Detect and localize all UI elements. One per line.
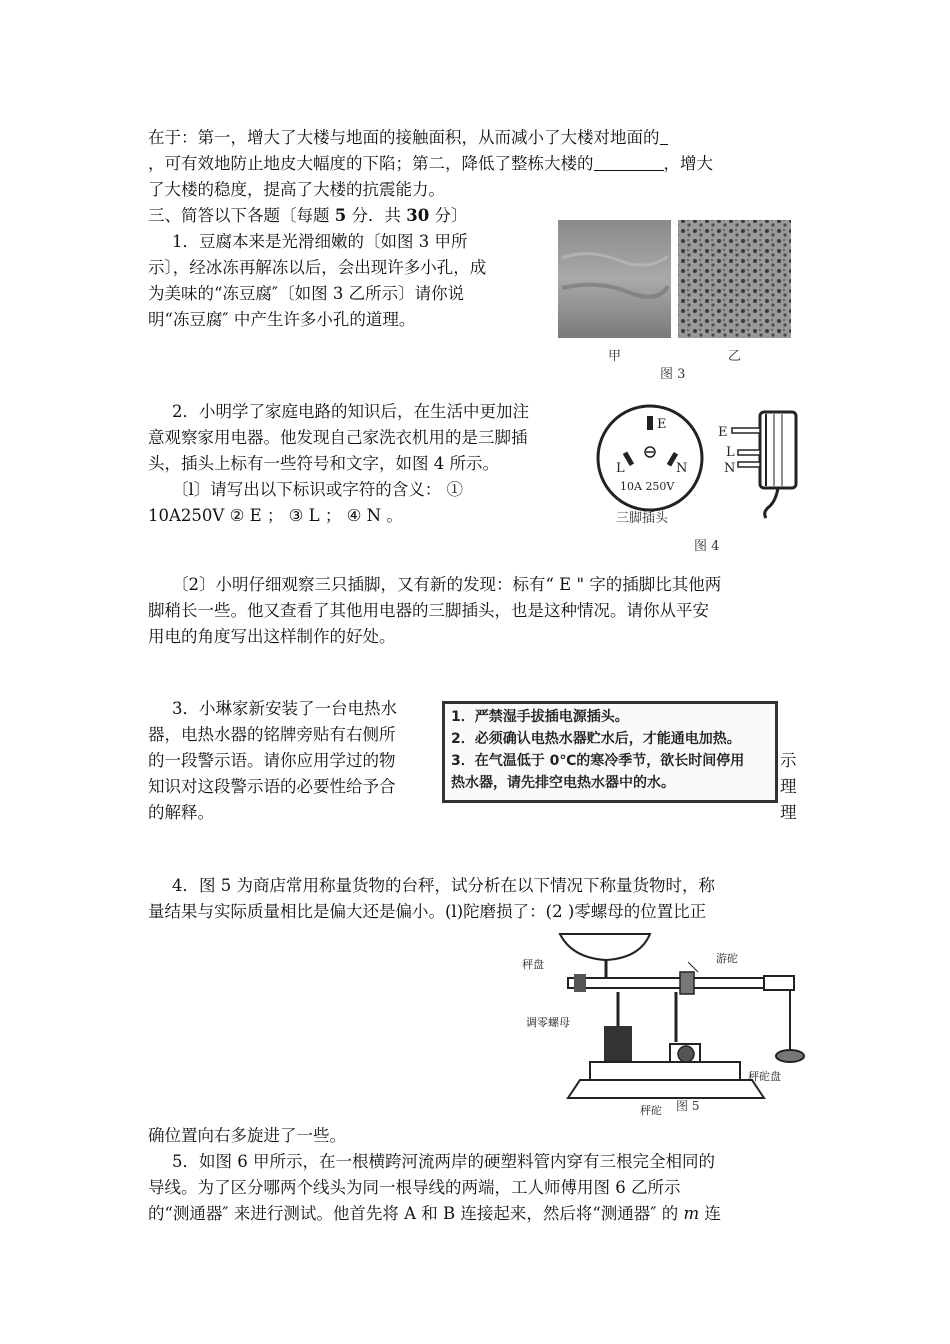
q1-text: 明“冻豆腐″ 中产生许多小孔的道理。 [148, 310, 416, 329]
answer-blank[interactable] [594, 154, 664, 171]
section-heading: 三、简答以下各题〔每题 5 分．共 30 分〕 [148, 206, 468, 225]
q3-text: 的一段警示语。请你应用学过的物 [148, 751, 396, 770]
q2-text: 头，插头上标有一些符号和文字，如图 4 所示。 [148, 454, 499, 473]
plug-cord [765, 488, 778, 518]
pin-n-label: N [676, 461, 688, 476]
figure-4-plug [590, 400, 805, 558]
q3-text: 知识对这段警示语的必要性给予合 [148, 777, 396, 796]
side-n-label: N [724, 461, 736, 476]
weight-pan [776, 1050, 804, 1062]
q4-text: 量结果与实际质量相比是偏大还是偏小。(l)陀磨损了：(2 )零螺母的位置比正 [148, 902, 707, 921]
side-e-label: E [718, 425, 728, 440]
weight-label: 秤砣 [640, 1104, 662, 1117]
fig3-caption: 图 3 [660, 367, 686, 382]
q3-text-tail: 理 [780, 803, 797, 822]
figure-5-scale [520, 922, 810, 1118]
scale-base [568, 1080, 764, 1098]
text-line: ，可有效地防止地皮大幅度的下陷；第二，降低了整栋大楼的 ，增大 [148, 154, 713, 173]
tofu-frozen-image [678, 220, 791, 338]
fig3-label-a: 甲 [608, 349, 622, 364]
warning-line: 2．必须确认电热水器贮水后，才能通电加热。 [451, 731, 741, 747]
text-line: 在于：第一，增大了大楼与地面的接触面积，从而减小了大楼对地面的 [148, 126, 668, 150]
text-line: 了大楼的稳度，提高了大楼的抗震能力。 [148, 180, 445, 199]
q2-text: 10A250V ② E ； ③ L ； ④ N 。 [148, 506, 403, 525]
q3-text-tail: 示 [780, 751, 797, 770]
q3-text: 的解释。 [148, 803, 214, 822]
q2-part2-text: 脚稍长一些。他又查看了其他用电器的三脚插头，也是这种情况。请你从平安 [148, 601, 709, 620]
q1-text: 示〕，经冰冻再解冻以后，会出现许多小孔，成 [148, 258, 487, 277]
warning-line: 热水器，请先排空电热水器中的水。 [451, 775, 675, 791]
warning-label [442, 701, 778, 803]
q2-text: 意观察家用电器。他发现自己家洗衣机用的是三脚插 [148, 428, 528, 447]
q3-text: 器，电热水器的铭牌旁贴有右侧所 [148, 725, 396, 744]
rating-label: 10A 250V [620, 480, 675, 493]
warning-line: 1．严禁湿手拔插电源插头。 [451, 709, 629, 725]
q5-text: 5．如图 6 甲所示，在一根横跨河流两岸的硬塑料管内穿有三根完全相同的 [172, 1152, 715, 1171]
pin-l-label: L [616, 461, 625, 476]
q2-text: 2．小明学了家庭电路的知识后，在生活中更加注 [172, 402, 529, 421]
plug-label: 三脚插头 [616, 511, 669, 526]
screw-label: 调零螺母 [526, 1016, 570, 1029]
q4-text: 确位置向右多旋进了一些。 [148, 1126, 346, 1145]
answer-blank[interactable] [660, 128, 668, 145]
scale-pan [560, 934, 650, 960]
q2-text: 〔l〕请写出以下标识或字符的含义： ① [172, 480, 464, 499]
scale-beam [568, 978, 768, 988]
fig4-caption: 图 4 [694, 539, 720, 554]
weight-pan-label: 秤砣盘 [748, 1070, 781, 1083]
rider-label: 游砣 [716, 952, 738, 965]
q1-text: 为美味的“冻豆腐″〔如图 3 乙所示〕请你说 [148, 284, 465, 303]
rider [680, 972, 694, 994]
side-l-label: L [726, 445, 735, 460]
q2-part2-text: 用电的角度写出这样制作的好处。 [148, 627, 396, 646]
figure-3-tofu [548, 218, 798, 384]
q3-text: 3．小琳家新安装了一台电热水 [172, 699, 397, 718]
zero-screw [574, 974, 586, 992]
pan-label: 秤盘 [522, 958, 544, 971]
q5-text: 导线。为了区分哪两个线头为同一根导线的两端，工人师傅用图 6 乙所示 [148, 1178, 681, 1197]
q3-text-tail: 理 [780, 777, 797, 796]
fig3-label-b: 乙 [728, 349, 742, 364]
q1-text: 1．豆腐本来是光滑细嫩的〔如图 3 甲所 [172, 232, 468, 251]
q2-part2-text: 〔2〕小明仔细观察三只插脚，又有新的发现：标有“ E " 字的插脚比其他两 [172, 575, 722, 594]
tofu-smooth-image [558, 220, 671, 338]
pin-e-label: E [657, 417, 667, 432]
weight [678, 1046, 694, 1062]
warning-line: 3．在气温低于 0℃的寒冷季节，欲长时间停用 [451, 753, 745, 769]
fig5-caption: 图 5 [676, 1099, 700, 1113]
q5-text: 的“测通器″ 来进行测试。他首先将 A 和 B 连接起来，然后将“测通器″ 的 m 连 [148, 1204, 721, 1223]
q4-text: 4．图 5 为商店常用称量货物的台秤，试分析在以下情况下称量货物时，称 [172, 876, 715, 895]
